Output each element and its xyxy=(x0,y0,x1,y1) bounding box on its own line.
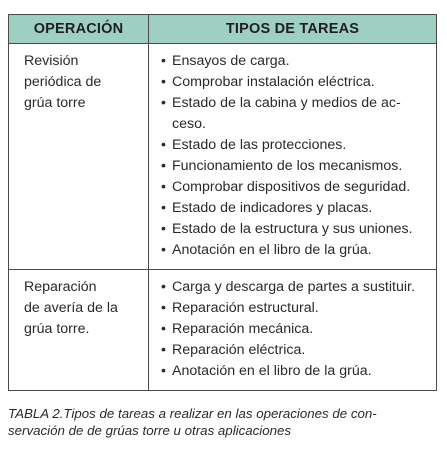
bullet-icon: • xyxy=(161,221,166,237)
list-item xyxy=(161,298,426,319)
bullet-icon: • xyxy=(161,279,166,295)
header-operation: OPERACIÓN xyxy=(9,15,149,44)
task-text: Reparación eléctrica. xyxy=(172,342,306,358)
bullet-icon: • xyxy=(161,137,166,153)
operation-line: de avería de la xyxy=(24,300,118,316)
task-text: Funcionamiento de los mecanismos. xyxy=(172,158,403,174)
bullet-icon: • xyxy=(161,242,166,258)
bullet-icon: • xyxy=(161,342,166,358)
header-task-types: TIPOS DE TAREAS xyxy=(149,15,437,44)
list-item xyxy=(161,177,426,198)
tasks-cell xyxy=(149,270,437,391)
list-item xyxy=(161,219,426,240)
table-header-row xyxy=(9,15,437,44)
list-item xyxy=(161,93,426,135)
bullet-icon: • xyxy=(161,321,166,337)
bullet-icon: • xyxy=(161,200,166,216)
operation-line: Reparación xyxy=(24,279,97,295)
tasks-table-container xyxy=(8,14,436,391)
task-text: Estado de indicadores y placas. xyxy=(172,200,373,216)
operation-line: periódica de xyxy=(24,74,102,90)
list-item xyxy=(161,156,426,177)
tasks-cell xyxy=(149,44,437,270)
list-item xyxy=(161,240,426,261)
operation-line: grúa torre. xyxy=(24,321,90,337)
task-text: Comprobar dispositivos de seguridad. xyxy=(172,179,411,195)
list-item xyxy=(161,135,426,156)
bullet-icon: • xyxy=(161,179,166,195)
task-text: Estado de la estructura y sus uniones. xyxy=(172,221,413,237)
caption-line: servación de de grúas torre u otras aplicaciones xyxy=(8,423,292,438)
bullet-icon: • xyxy=(161,95,166,111)
task-text: Anotación en el libro de la grúa. xyxy=(172,363,372,379)
task-text: Comprobar instalación eléctrica. xyxy=(172,74,375,90)
task-list xyxy=(161,277,426,382)
bullet-icon: • xyxy=(161,53,166,69)
task-list xyxy=(161,51,426,261)
operation-line: Revisión xyxy=(24,53,79,69)
task-text: Carga y descarga de partes a sustituir. xyxy=(172,279,415,295)
operation-line: grúa torre xyxy=(24,95,86,111)
operation-cell xyxy=(9,44,149,270)
task-text: Reparación mecánica. xyxy=(172,321,314,337)
bullet-icon: • xyxy=(161,158,166,174)
bullet-icon: • xyxy=(161,363,166,379)
list-item xyxy=(161,198,426,219)
table-row xyxy=(9,44,437,270)
operation-cell xyxy=(9,270,149,391)
list-item xyxy=(161,277,426,298)
list-item xyxy=(161,72,426,93)
tasks-table xyxy=(8,14,437,391)
task-text: Estado de la cabina y medios de ac- xyxy=(172,95,401,111)
task-text: Estado de las protecciones. xyxy=(172,137,347,153)
bullet-icon: • xyxy=(161,300,166,316)
table-caption xyxy=(8,405,438,439)
list-item xyxy=(161,361,426,382)
task-text: Anotación en el libro de la grúa. xyxy=(172,242,372,258)
list-item xyxy=(161,340,426,361)
list-item xyxy=(161,319,426,340)
table-row xyxy=(9,270,437,391)
caption-line: TABLA 2.Tipos de tareas a realizar en las operaciones de con- xyxy=(8,406,377,421)
task-text: Ensayos de carga. xyxy=(172,53,290,69)
task-text-continuation: ceso. xyxy=(172,116,206,132)
task-text: Reparación estructural. xyxy=(172,300,319,316)
list-item xyxy=(161,51,426,72)
bullet-icon: • xyxy=(161,74,166,90)
